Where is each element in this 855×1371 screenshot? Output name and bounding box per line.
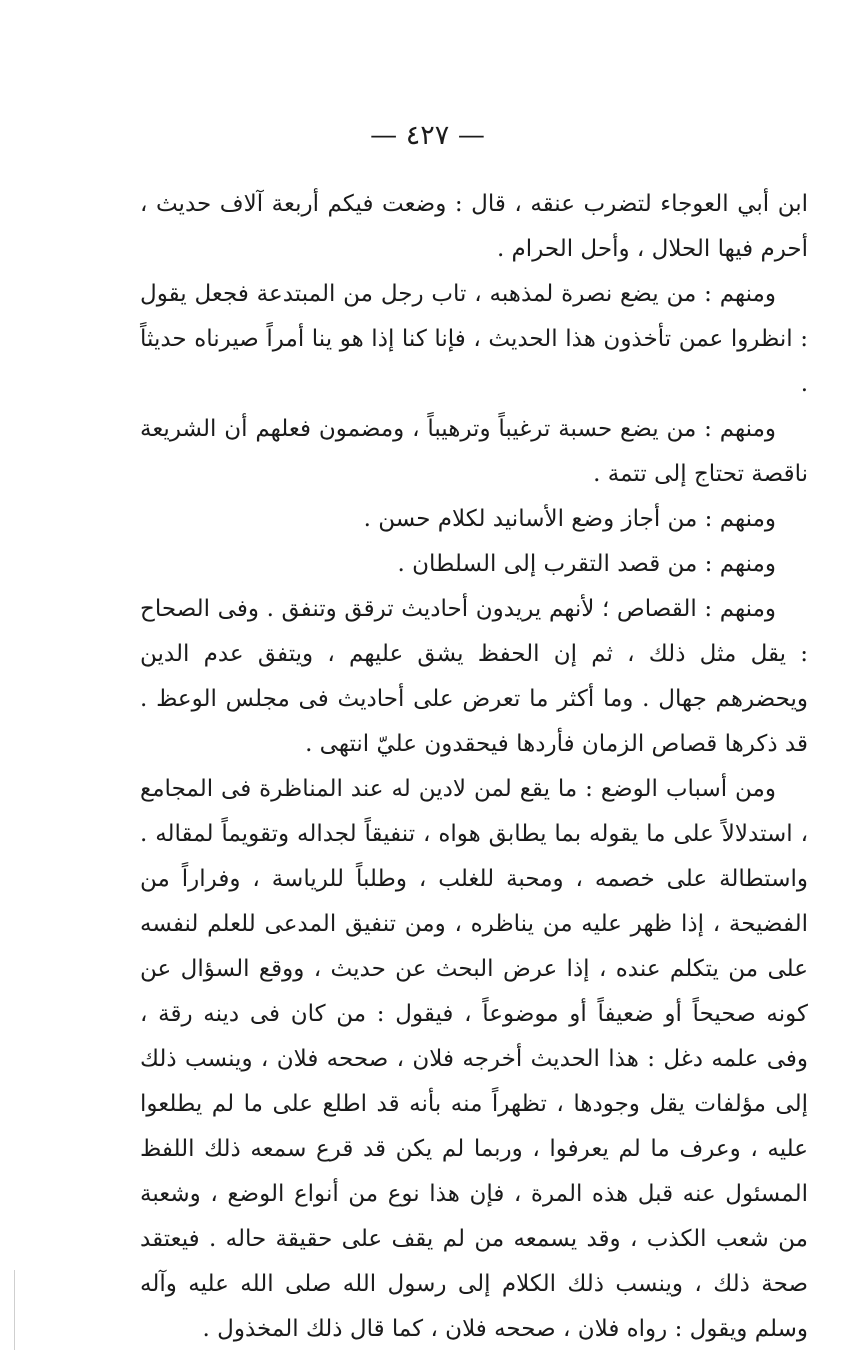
page-number: — ٤٢٧ — xyxy=(370,120,485,151)
scan-margin-mark xyxy=(14,1270,15,1350)
paragraph-continuation: ابن أبي العوجاء لتضرب عنقه ، قال : وضعت فيكم أربعة آلاف حديث ، أحرم فيها الحلال ، وأحل الحرام . xyxy=(140,191,808,262)
body-text xyxy=(140,182,808,1352)
paragraph: ومنهم : من يضع نصرة لمذهبه ، تاب رجل من المبتدعة فجعل يقول : انظروا عمن تأخذون هذا الحديث ، فإنا كنا إذا هو ينا أمراً صيرناه حديثاً . xyxy=(140,281,808,397)
paragraph: ومنهم : من قصد التقرب إلى السلطان . xyxy=(397,551,776,577)
paragraph: ومنهم : القصاص ؛ لأنهم يريدون أحاديث ترقق وتنفق . وفى الصحاح : يقل مثل ذلك ، ثم إن الحفظ يشق عليهم ، ويتفق عدم الدين ويحضرهم جهال . وما أكثر ما تعرض على أحاديث فى مجلس الوعظ . قد ذكرها قصاص الزمان فأردها فيحقدون عليّ انتهى . xyxy=(140,596,808,757)
paragraph: ومنهم : من يضع حسبة ترغيباً وترهيباً ، ومضمون فعلهم أن الشريعة ناقصة تحتاج إلى تتمة . xyxy=(140,416,808,487)
paragraph: ومن أسباب الوضع : ما يقع لمن لادين له عند المناظرة فى المجامع ، استدلالاً على ما يقوله بما يطابق هواه ، تنفيقاً لجداله وتقويماً لمقاله . واستطالة على خصمه ، ومحبة للغلب ، وطلباً للرياسة ، وفراراً من الفضيحة ، إذا ظهر عليه من يناظره ، ومن تنفيق المدعى للعلم لنفسه على من يتكلم عنده ، إذا عرض البحث عن حديث ، ووقع السؤال عن كونه صحيحاً أو ضعيفاً أو موضوعاً ، فيقول : من كان فى دينه رقة ، وفى علمه دغل : هذا الحديث أخرجه فلان ، صححه فلان ، وينسب ذلك إلى مؤلفات يقل وجودها ، تظهراً منه بأنه قد اطلع على ما لم يطلعوا عليه ، وعرف ما لم يعرفوا ، وربما لم يكن قد قرع سمعه ذلك اللفظ المسئول عنه قبل هذه المرة ، فإن هذا نوع من أنواع الوضع ، وشعبة من شعب الكذب ، وقد يسمعه من لم يقف على حقيقة حاله . فيعتقد صحة ذلك ، وينسب ذلك الكلام إلى رسول الله صلى الله عليه وآله وسلم ويقول : رواه فلان ، صححه فلان ، كما قال ذلك المخذول . xyxy=(140,776,808,1342)
paragraph: ومنهم : من أجاز وضع الأسانيد لكلام حسن . xyxy=(363,506,776,532)
